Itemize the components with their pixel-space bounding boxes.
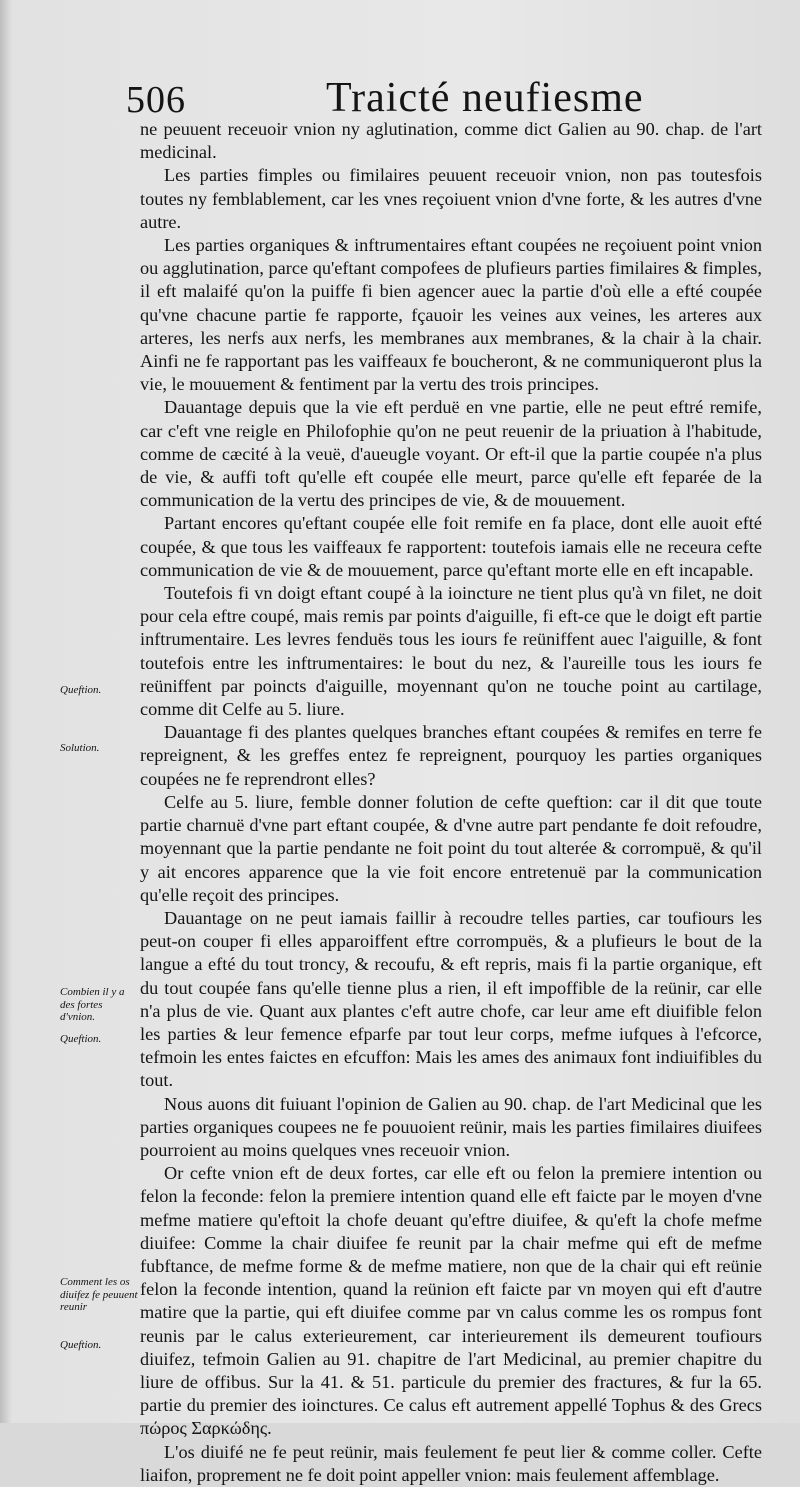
margin-note-kinds-of-union: Combien il y a des fortes d'vnion.: [60, 986, 125, 1023]
paragraph: Celfe au 5. liure, femble donner folution de cefte queftion: car il dit que toute partie charnuë d'vne part eftant coupée, & d'vne autre part pendante fe doit refoudre, moyennant que la partie pendante ne foit point du tout alterée & corrompuë, & qu'il y ait encores apparence que la vie foit encore entretenuë par la communication qu'elle reçoit des principes.: [140, 791, 762, 905]
paragraph: Or cefte vnion eft de deux fortes, car elle eft ou felon la premiere intention ou felon la feconde: felon la premiere intention quand elle eft faicte par le moyen d'vne mefme matiere qu'eftoit la chofe deuant qu'eftre diuifee, & qu'eft la chofe mefme diuifee: Comme la chair diuifee fe reunit par la chair mefme qui eft de mefme fubftance, de mefme forme & de mefme matiere, non que de la chair qui eft reünie felon la feconde intention, quand la reünion eft faicte par vn moyen qui eft d'autre matire que la partie, qui eft diuifee comme par vn calus comme les os rompus font reunis par le calus exterieurement, car interieurement ils demeurent toufiours diuifez, tefmoin Galien au 91. chapitre de l'art Medicinal, au premier chapitre du liure de offibus. Sur la 41. & 51. particule du premier des fractures, & fur la 65. partie du premier des ioinctures. Ce calus eft autrement appellé Tophus & des Grecs πώρος Σαρκώδης.: [140, 1163, 762, 1439]
margin-note-solution: Solution.: [60, 742, 100, 754]
page-number: 506: [126, 79, 186, 121]
paragraph: Les parties organiques & inftrumentaires eftant coupées ne reçoiuent point vnion ou agglutination, parce qu'eftant compofees de plufieurs parties fimilaires & fimples, il eft malaifé qu'on la puiffe fi bien agencer auec la partie d'où elle a efté coupée qu'vne chacune partie fe rapporte, fçauoir les veines aux veines, les arteres aux arteres, les nerfs aux nerfs, les membranes aux membranes, & la chair à la chair. Ainfi ne fe rapportant pas les vaiffeaux fe boucheront, & ne communiqueront plus la vie, le mouuement & fentiment par la vertu des trois principes.: [140, 235, 762, 395]
paragraph: Dauantage depuis que la vie eft perduë en vne partie, elle ne peut eftré remife, car c'eft vne reigle en Philofophie qu'on ne peut reuenir de la priuation à l'habitude, comme de cæcité à la veuë, d'aueugle voyant. Or eft-il que la partie coupée n'a plus de vie, & auffi toft qu'elle eft coupée elle meurt, parce qu'elle eft feparée de la communication de la vertu des principes de vie, & de mouuement.: [140, 397, 762, 511]
paragraph: Partant encores qu'eftant coupée elle foit remife en fa place, dont elle auoit efté coupée, & que tous les vaiffeaux fe rapportent: toutefois iamais elle ne receura cefte communication de vie & de mouuement, parce qu'eftant morte elle en eft incapable.: [140, 513, 762, 580]
margin-note-question: Queftion.: [60, 684, 102, 696]
body-text: [140, 118, 762, 1487]
paragraph: ne peuuent receuoir vnion ny aglutination, comme dict Galien au 90. chap. de l'art medicinal.: [140, 119, 762, 163]
paragraph: Les parties fimples ou fimilaires peuuent receuoir vnion, non pas toutesfois toutes ny femblablement, car les vnes reçoiuent vnion d'vne forte, & les autres d'vne autre.: [140, 165, 762, 232]
margin-note-question: Queftion.: [60, 1339, 102, 1351]
paragraph: Dauantage fi des plantes quelques branches eftant coupées & remifes en terre fe repreignent, & les greffes entez fe repreignent, pourquoy les parties organiques coupées ne fe reprendront elles?: [140, 722, 762, 789]
paragraph: Dauantage on ne peut iamais faillir à recoudre telles parties, car toufiours les peut-on couper fi elles apparoiffent eftre corrompuës, & a plufieurs le bout de la langue a efté du tout troncy, & recoufu, & eft repris, mais fi la partie organique, eft du tout coupée fans qu'elle tienne plus a rien, il eft impoffible de la reünir, car elle n'a plus de vie. Quant aux plantes c'eft autre chofe, car leur ame eft diuifible felon les parties & leur femence efparfe par tout leur corps, mefme iufques à l'efcorce, tefmoin les entes faictes en efcuffon: Mais les ames des animaux font indiuifibles du tout.: [140, 907, 762, 1091]
margin-note-question: Queftion.: [60, 1033, 102, 1045]
paragraph: Nous auons dit fuiuant l'opinion de Galien au 90. chap. de l'art Medicinal que les parties organiques coupees ne fe pouuoient reünir, mais les parties fimilaires diuifees pourroient au moins quelques vnes receuoir vnion.: [140, 1093, 762, 1160]
paragraph: Toutefois fi vn doigt eftant coupé à la ioincture ne tient plus qu'à vn filet, ne doit pour cela eftre coupé, mais remis par points d'aiguille, fi eft-ce que le doigt eft partie inftrumentaire. Les levres fenduës tous les iours fe reüniffent auec l'aiguille, & font toutefois entre les inftrumentaires: le bout du nez, & l'aureille tous les iours fe reüniffent par poincts d'aiguille, moyennant qu'on ne touche point au cartilage, comme dit Celfe au 5. liure.: [140, 583, 762, 720]
margin-note-bones-reunite: Comment les os diuifez fe peuuent reunir: [60, 1276, 138, 1313]
running-title: Traicté neufiesme: [326, 75, 644, 121]
paragraph: L'os diuifé ne fe peut reünir, mais feulement fe peut lier & comme coller. Cefte liaifon, proprement ne fe doit point appeller vnion: mais feulement affemblage.: [140, 1441, 762, 1485]
